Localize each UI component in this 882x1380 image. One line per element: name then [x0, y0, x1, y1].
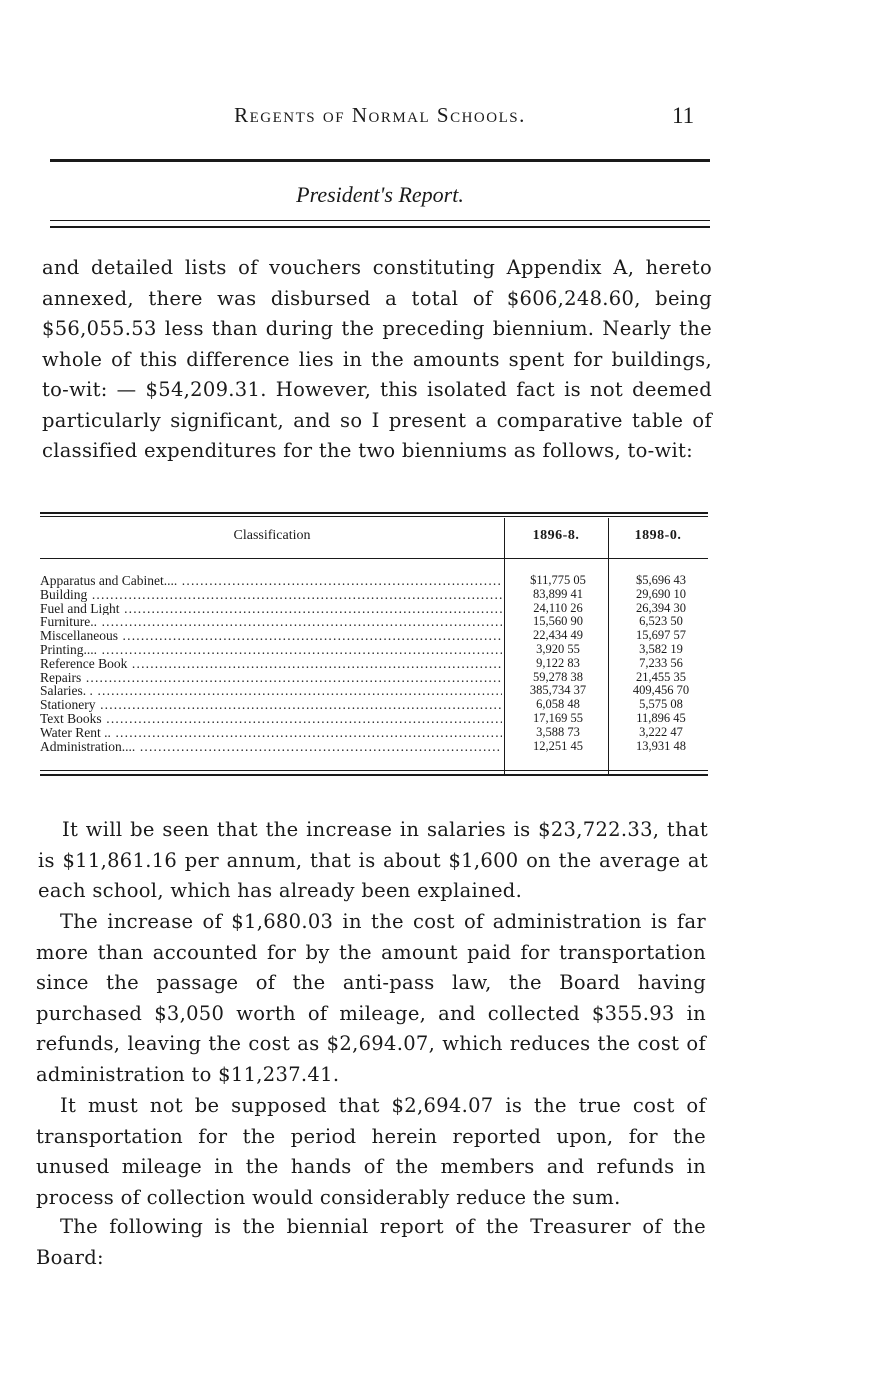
paragraph-treasurer: The following is the biennial report of the Treasurer of the Board:	[36, 1215, 706, 1269]
row-label: Reference Book .....	[40, 657, 502, 671]
paragraph-administration: The increase of $1,680.03 in the cost of administration is far more than accounted for by the amount paid for transportation since the passage of the anti-pass law, the Board having purchased $3,050 worth of mileage, and collected $355.93 in refunds, leaving the cost as $2,694.07, which reduces the cost of administration to $11,237.41.	[36, 910, 706, 1086]
row-label: Apparatus and Cabinet.... .....	[40, 574, 502, 588]
row-label: Administration.... .....	[40, 740, 502, 754]
row-label: Printing.... .....	[40, 643, 502, 657]
section-subheading: President's Report.	[296, 182, 464, 207]
table-body	[40, 574, 708, 753]
row-label: Salaries. . .....	[40, 684, 502, 698]
row-value-1898: 3,582 19	[639, 641, 683, 656]
row-value-1896: 6,058 48	[536, 697, 580, 712]
row-value-1898: 29,690 10	[636, 586, 686, 601]
table-row	[40, 574, 708, 588]
row-value-1896: 24,110 26	[533, 600, 583, 615]
row-label: Fuel and Light .....	[40, 602, 502, 616]
table-row	[40, 643, 708, 657]
table-rule-top-2	[40, 516, 708, 517]
row-value-1896: 3,920 55	[536, 641, 580, 656]
row-value-1898: 21,455 35	[636, 669, 686, 684]
row-value-1898: 26,394 30	[636, 600, 686, 615]
row-value-1896: $11,775 05	[530, 573, 586, 587]
paragraph-salaries: It will be seen that the increase in salaries is $23,722.33, that is $11,861.16 per annum, that is about $1,600 on the average at each school, which has already been explained.	[38, 818, 708, 902]
page-number: 11	[672, 103, 695, 128]
table-rule-bottom-1	[40, 770, 708, 771]
row-value-1896: 22,434 49	[533, 628, 583, 643]
row-value-1896: 17,169 55	[533, 710, 583, 725]
header-1896-8: 1896-8.	[532, 528, 580, 543]
paragraph-transportation: It must not be supposed that $2,694.07 is the true cost of transportation for the period herein reported upon, for the unused mileage in the hands of the members and refunds in process of collection would considerably reduce the sum.	[36, 1094, 706, 1209]
row-value-1898: 3,222 47	[639, 724, 683, 739]
row-label: Text Books .....	[40, 712, 502, 726]
row-label: Water Rent .. .....	[40, 726, 502, 740]
table-row	[40, 602, 708, 616]
row-value-1896: 3,588 73	[536, 724, 580, 739]
table-row	[40, 712, 708, 726]
table-row	[40, 671, 708, 685]
table-row	[40, 657, 708, 671]
row-label: Repairs .....	[40, 671, 502, 685]
row-value-1896: 83,899 41	[533, 586, 583, 601]
table-row	[40, 629, 708, 643]
header-rule-lower	[50, 226, 710, 228]
table-rule-top-1	[40, 512, 708, 514]
row-value-1896: 12,251 45	[533, 738, 583, 753]
row-value-1898: $5,696 43	[636, 573, 686, 587]
row-label: Furniture.. .....	[40, 615, 502, 629]
row-value-1898: 13,931 48	[636, 738, 686, 753]
row-label: Miscellaneous .....	[40, 629, 502, 643]
running-head: Regents of Normal Schools.	[234, 103, 526, 127]
row-value-1898: 409,456 70	[632, 683, 690, 698]
table-row	[40, 615, 708, 629]
header-classification: Classification	[233, 528, 311, 543]
row-value-1898: 11,896 45	[636, 710, 686, 725]
header-rule-top	[50, 159, 710, 162]
expenditure-table	[40, 512, 708, 778]
row-value-1898: 7,233 56	[639, 655, 683, 670]
row-value-1896: 59,278 38	[533, 669, 583, 684]
row-value-1898: 6,523 50	[639, 614, 683, 629]
table-row	[40, 684, 708, 698]
table-row	[40, 740, 708, 754]
row-value-1896: 385,734 37	[529, 683, 587, 698]
row-label: Building .....	[40, 588, 502, 602]
header-1898-0: 1898-0.	[634, 528, 682, 543]
row-value-1896: 9,122 83	[536, 655, 580, 670]
row-value-1896: 15,560 90	[533, 614, 583, 629]
table-row	[40, 726, 708, 740]
table-row	[40, 588, 708, 602]
row-value-1898: 15,697 57	[636, 628, 686, 643]
row-label: Stationery .....	[40, 698, 502, 712]
table-row	[40, 698, 708, 712]
row-value-1898: 5,575 08	[639, 697, 683, 712]
header-rule-upper	[50, 220, 710, 221]
table-header-rule	[40, 558, 708, 559]
table-rule-bottom-2	[40, 774, 708, 776]
intro-paragraph: and detailed lists of vouchers constituting Appendix A, hereto annexed, there was disbursed a total of $606,248.60, being $56,055.53 less than during the preceding biennium. Nearly the whole of this difference lies in the amounts spent for buildings, to-wit: — $54,209.31. However, this isolated fact is not deemed particularly significant, and so I present a comparative table of classified expenditures for the two bienniums as follows, to-wit:	[42, 256, 712, 462]
